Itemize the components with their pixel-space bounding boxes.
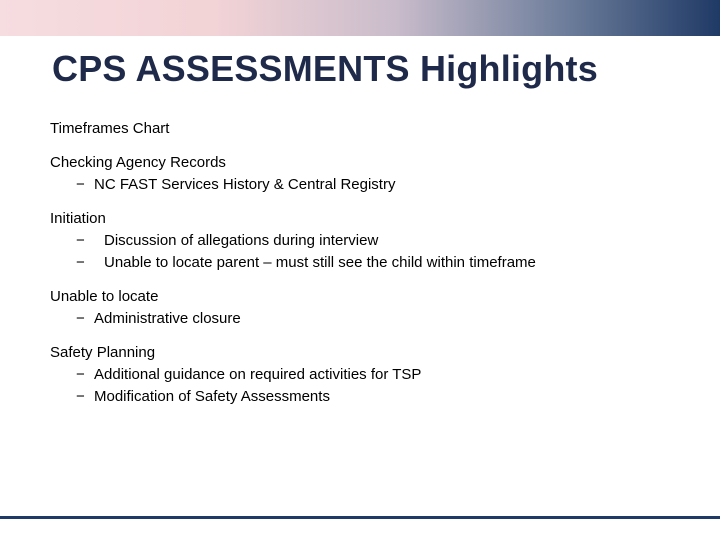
sub-bullet-text: Additional guidance on required activities for TSP <box>94 366 422 383</box>
sub-bullet-text: Unable to locate parent – must still see the child within timeframe <box>104 254 536 271</box>
sub-bullet <box>50 364 690 386</box>
footer-divider <box>0 516 720 519</box>
dash-icon: − <box>76 366 85 383</box>
sub-bullet-text: Modification of Safety Assessments <box>94 388 330 405</box>
section-timeframes <box>50 118 690 140</box>
sub-bullet-text: Administrative closure <box>94 310 241 327</box>
section-heading: Initiation <box>50 210 106 227</box>
sub-bullet-text: NC FAST Services History & Central Registry <box>94 176 396 193</box>
sub-bullet <box>50 174 690 196</box>
dash-icon: − <box>76 232 85 249</box>
section-agency-records <box>50 152 690 196</box>
sub-bullet <box>50 386 690 408</box>
section-unable-to-locate <box>50 286 690 330</box>
section-safety-planning <box>50 342 690 408</box>
dash-icon: − <box>76 176 85 193</box>
section-initiation <box>50 208 690 274</box>
sub-bullet <box>50 230 690 252</box>
section-heading: Unable to locate <box>50 288 159 305</box>
sub-bullet-text: Discussion of allegations during interview <box>104 232 379 249</box>
dash-icon: − <box>76 254 85 271</box>
sub-bullet <box>50 308 690 330</box>
dash-icon: − <box>76 388 85 405</box>
section-heading: Timeframes Chart <box>50 120 170 137</box>
header-gradient-band <box>0 0 720 36</box>
slide-body <box>50 118 690 420</box>
section-heading: Checking Agency Records <box>50 154 226 171</box>
sub-bullet <box>50 252 690 274</box>
slide-title: CPS ASSESSMENTS Highlights <box>52 48 598 89</box>
section-heading: Safety Planning <box>50 344 156 361</box>
dash-icon: − <box>76 310 85 327</box>
